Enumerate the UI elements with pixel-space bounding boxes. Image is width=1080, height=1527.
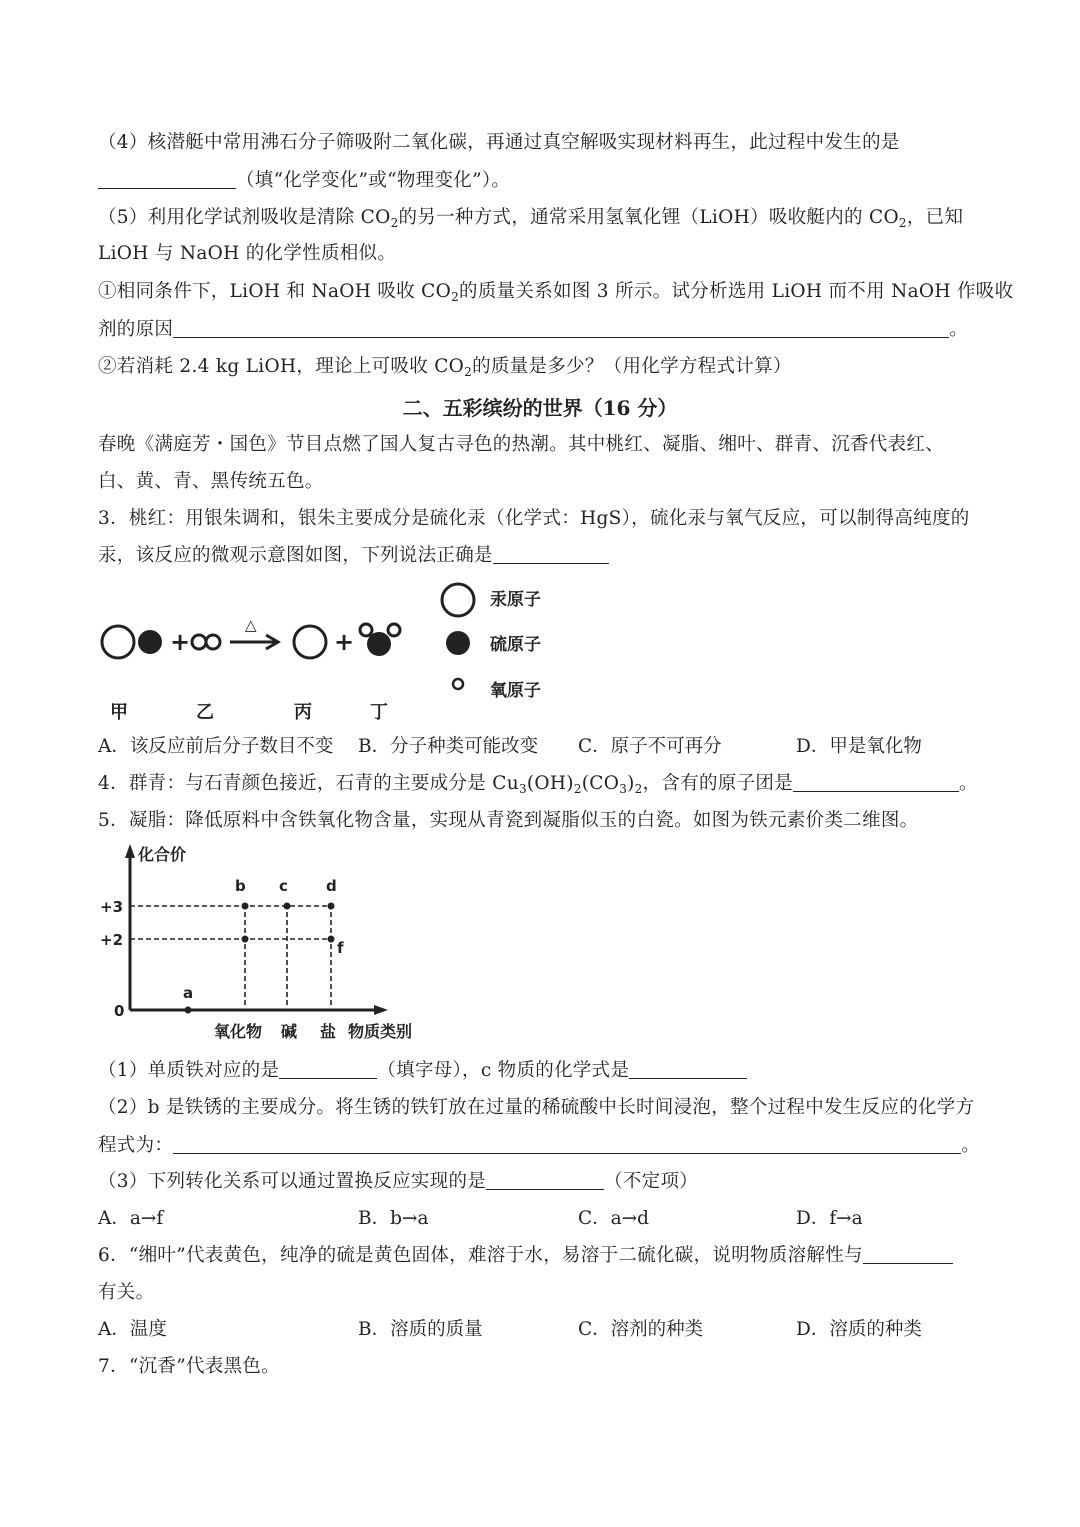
- xcat-oxide: 氧化物: [214, 1022, 263, 1041]
- q5b-p2-line1: （2）b 是铁锈的主要成分。将生锈的铁钉放在过量的稀硫酸中长时间浸泡，整个过程中发生反应的化学方: [98, 1097, 975, 1118]
- q5-line2: LiOH 与 NaOH 的化学性质相似。: [98, 243, 397, 264]
- legend-sulfur-icon: [446, 631, 470, 655]
- section-title: 二、五彩缤纷的世界（16 分）: [402, 396, 678, 420]
- plus-sign: +: [334, 628, 355, 656]
- q5-sub1-line2: 剂的原因 。: [98, 319, 969, 340]
- legend-oxygen: 氧原子: [490, 681, 541, 701]
- answer-blank: [863, 1245, 953, 1264]
- q4b-line: 4．群青：与石青颜色接近，石青的主要成分是 $Cu_3(OH)_2(CO_3)_2$，含有的原子团是 。: [98, 773, 978, 796]
- q4-line2: （填“化学变化”或“物理变化”）。: [98, 169, 510, 193]
- point-f: [328, 936, 335, 943]
- ytick-plus3: +3: [100, 898, 124, 916]
- q5-sub2: ②若消耗 2.4 kg LiOH，理论上可吸收 $CO_2$的质量是多少？（用化学方程式计算）: [98, 356, 792, 379]
- q5b-line1: 5．凝脂：降低原料中含铁氧化物含量，实现从青瓷到凝脂似玉的白瓷。如图为铁元素价类二维图。: [98, 810, 919, 831]
- q5b-p3: （3）下列转化关系可以通过置换反应实现的是 （不定项）: [98, 1171, 699, 1192]
- label-d: d: [326, 877, 337, 895]
- reaction-diagram: [98, 580, 558, 725]
- q3-line1: 3．桃红：用银朱调和，银朱主要成分是硫化汞（化学式：HgS），硫化汞与氧气反应，可以制得高纯度的: [98, 508, 970, 529]
- answer-blank: [793, 773, 959, 792]
- y-axis-arrow: [125, 844, 135, 858]
- label-bing: 丙: [294, 702, 312, 723]
- answer-blank: [486, 1171, 604, 1190]
- label-jia: 甲: [110, 702, 128, 723]
- q5-line1: （5）利用化学试剂吸收是清除 $CO_2$的另一种方式，通常采用氢氧化锂（LiOH）吸收艇内的 $CO_2$，已知: [98, 207, 964, 230]
- ytick-zero: 0: [114, 1002, 125, 1020]
- mercury-atom: [294, 626, 326, 658]
- q6-line1: 6．“缃叶”代表黄色，纯净的硫是黄色固体，难溶于水，易溶于二硫化碳，说明物质溶解性与: [98, 1244, 953, 1268]
- legend-oxygen-icon: [453, 679, 463, 689]
- oxygen-atom: [360, 624, 372, 636]
- answer-blank: [629, 1060, 747, 1079]
- answer-blank: [279, 1060, 377, 1079]
- q6-option-c: C．溶剂的种类: [578, 1319, 704, 1340]
- section-intro-line1: 春晚《满庭芳・国色》节目点燃了国人复古寻色的热潮。其中桃红、凝脂、缃叶、群青、沉香代表红、: [98, 434, 945, 455]
- q5b-option-c: C．a→d: [578, 1208, 650, 1229]
- plus-sign: +: [170, 628, 191, 656]
- point-c: [284, 903, 291, 910]
- q5b-p1: （1）单质铁对应的是 （填字母），c 物质的化学式是: [98, 1059, 747, 1083]
- label-c: c: [279, 877, 288, 895]
- answer-blank: [173, 319, 949, 338]
- q3-option-a: A．该反应前后分子数目不变: [98, 736, 334, 757]
- q3-option-b: B．分子种类可能改变: [358, 736, 539, 757]
- y-axis-label: 化合价: [138, 845, 187, 864]
- q6-option-d: D．溶质的种类: [796, 1319, 922, 1340]
- point-d: [328, 903, 335, 910]
- q5b-option-d: D．f→a: [796, 1208, 863, 1229]
- legend-mercury-icon: [442, 584, 474, 616]
- section-intro-line2: 白、黄、青、黑传统五色。: [98, 471, 324, 492]
- mercury-atom: [102, 626, 134, 658]
- point-a: [185, 1007, 192, 1014]
- legend-mercury: 汞原子: [490, 590, 541, 610]
- point-oxide-plus2: [242, 936, 249, 943]
- oxygen-atom: [206, 635, 220, 649]
- q5-sub1-line1: ①相同条件下，LiOH 和 NaOH 吸收 $CO_2$的质量关系如图 3 所示。试分析选用 LiOH 而不用 NaOH 作吸收: [98, 281, 1014, 304]
- label-b: b: [235, 877, 246, 895]
- heat-condition: △: [245, 616, 257, 634]
- legend-sulfur: 硫原子: [490, 635, 541, 655]
- label-yi: 乙: [196, 702, 214, 723]
- answer-blank: [98, 170, 236, 189]
- q3-line2: 汞，该反应的微观示意图如图，下列说法正确是: [98, 544, 609, 568]
- oxygen-atom: [388, 624, 400, 636]
- point-b: [242, 903, 249, 910]
- xcat-base: 碱: [281, 1022, 298, 1041]
- xcat-salt: 盐: [320, 1022, 337, 1041]
- q3-option-c: C．原子不可再分: [578, 736, 722, 757]
- q3-option-d: D．甲是氧化物: [796, 736, 922, 757]
- x-axis-arrow: [374, 1005, 388, 1015]
- answer-blank: [493, 545, 609, 564]
- q7-line1: 7．“沉香”代表黑色。: [98, 1356, 280, 1377]
- valence-chart: [98, 838, 428, 1050]
- label-f: f: [337, 939, 344, 957]
- sulfur-atom: [138, 630, 162, 654]
- q5b-option-b: B．b→a: [358, 1208, 429, 1229]
- oxygen-atom: [192, 635, 206, 649]
- x-axis-label: 物质类别: [348, 1022, 413, 1041]
- label-a: a: [183, 984, 194, 1002]
- q6-option-b: B．溶质的质量: [358, 1319, 483, 1340]
- ytick-plus2: +2: [100, 931, 124, 949]
- q6-option-a: A．温度: [98, 1319, 167, 1340]
- answer-blank: [173, 1135, 961, 1154]
- q5b-option-a: A．a→f: [98, 1208, 164, 1229]
- label-ding: 丁: [370, 702, 388, 723]
- q4-line1: （4）核潜艇中常用沸石分子筛吸附二氧化碳，再通过真空解吸实现材料再生，此过程中发生的是: [98, 132, 900, 153]
- q5b-p2-line2: 程式为： 。: [98, 1135, 981, 1156]
- q6-line2: 有关。: [98, 1282, 155, 1303]
